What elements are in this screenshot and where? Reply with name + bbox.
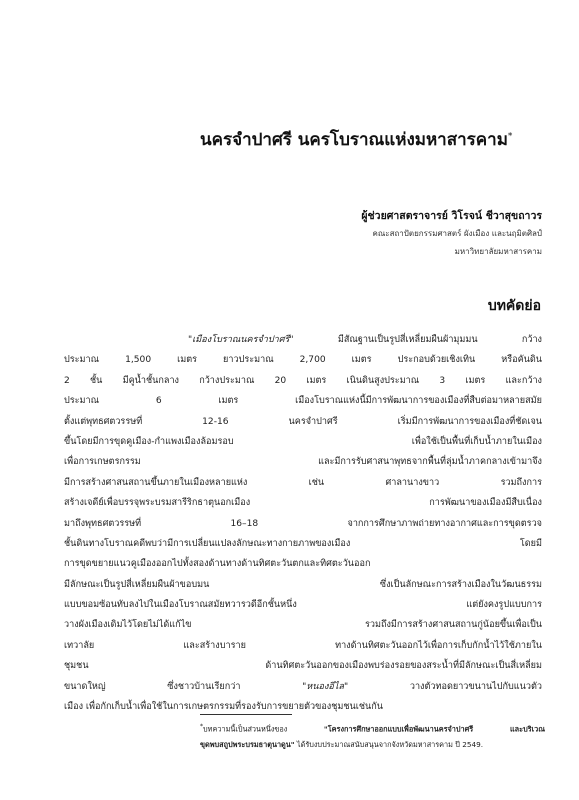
footnote [200, 719, 545, 753]
abstract-text: ขึ้นโดยมีการขุดคูเมือง-กำแพงเมืองล้อมรอบ เพื่อใช้เป็นพื้นที่เก็บน้ำภายในเมือง [64, 436, 542, 447]
footnote-mark: * [200, 723, 204, 730]
author-name: ผู้ช่วยศาสตราจารย์ วิโรจน์ ชีวาสุขถาวร [361, 210, 542, 222]
abstract-text: ชุมชน ด้านทิศตะวันออกของเมืองพบร่องรอยของสระน้ำที่มีลักษณะเป็นสี่เหลี่ยม [64, 661, 542, 672]
abstract-line [64, 350, 542, 370]
abstract-line [64, 554, 542, 574]
abstract-line [64, 534, 542, 554]
abstract-emphasis: "หนองอีไล" [302, 681, 349, 692]
abstract-line [64, 371, 542, 391]
abstract-text: มีการสร้างศาสนสถานขึ้นภายในเมืองหลายแห่ง เช่น ศาลานางขาว รวมถึงการ [64, 477, 542, 488]
title-text: นครจำปาศรี นครโบราณแห่งมหาสารคาม [200, 130, 508, 150]
abstract-line [64, 677, 542, 697]
abstract-text: ประมาณ 6 เมตร เมืองโบราณแห่งนี้มีการพัฒนาการของเมืองที่สืบต่อมาหลายสมัย [64, 396, 542, 407]
abstract-emphasis: "เมืองโบราณนครจำปาศรี" [188, 335, 294, 345]
abstract-line [64, 473, 542, 493]
abstract-line [64, 615, 542, 635]
abstract-text: 2 ชั้น มีคูน้ำชั้นกลาง กว้างประมาณ 20 เมตร เนินดินสูงประมาณ 3 เมตร และกว้าง [64, 375, 542, 386]
abstract-text: เทวาลัย และสร้างบาราย ทางด้านทิศตะวันออกไว้เพื่อการเก็บกักน้ำไว้ใช้ภายใน [64, 640, 542, 651]
title-footnote-mark: * [507, 131, 513, 142]
abstract-line [64, 595, 542, 615]
paper-title [200, 126, 560, 153]
abstract-line [64, 452, 542, 472]
abstract-text: มีลักษณะเป็นรูปสี่เหลี่ยมผืนผ้าขอบมน ซึ่งเป็นลักษณะการสร้างเมืองในวัฒนธรรม [64, 579, 542, 590]
abstract-text: สร้างเจดีย์เพื่อบรรจุพระบรมสารีริกธาตุนอกเมือง การพัฒนาของเมืองมีสืบเนื่อง [64, 498, 542, 509]
abstract-line [64, 656, 542, 676]
abstract-line [64, 330, 542, 350]
abstract-text: การขุดขยายแนวคูเมืองออกไปทั้งสองด้านทางด้านทิศตะวันตกและทิศตะวันออก [64, 559, 371, 570]
abstract-line [64, 412, 542, 432]
abstract-line [64, 493, 542, 513]
footnote-separator [200, 714, 292, 715]
author-block [361, 207, 542, 261]
abstract-text: ชั้นดินทางโบราณคดีพบว่ามีการเปลี่ยนแปลงลักษณะทางกายภาพของเมือง โดยมี [64, 538, 542, 549]
abstract-line [64, 697, 542, 717]
abstract-text: ขนาดใหญ่ ซึ่งชาวบ้านเรียกว่า [64, 681, 303, 692]
abstract-line [64, 391, 542, 411]
abstract-text: วางตัวทอดยาวขนานไปกับแนวตัว [348, 681, 542, 692]
abstract-text: มีสัณฐานเป็นรูปสี่เหลี่ยมผืนผ้ามุมมน กว้าง [293, 335, 542, 345]
abstract-text: ประมาณ 1,500 เมตร ยาวประมาณ 2,700 เมตร ประกอบด้วยเชิงเทิน หรือคันดิน [64, 355, 542, 366]
abstract-line [64, 514, 542, 534]
abstract-heading: บทคัดย่อ [487, 298, 541, 314]
abstract-text: เมือง เพื่อกักเก็บน้ำเพื่อใช้ในการเกษตรกรรมที่รองรับการขยายตัวของชุมชนเช่นกัน [64, 702, 383, 713]
abstract-line [64, 575, 542, 595]
abstract-body [64, 330, 542, 717]
abstract-text: มาถึงพุทธศตวรรษที่ 16–18 จากการศึกษาภาพถ่ายทางอากาศและการขุดตรวจ [64, 518, 542, 529]
footnote-line-1 [200, 719, 545, 737]
abstract-line [64, 636, 542, 656]
author-affiliation-university: มหาวิทยาลัยมหาสารคาม [454, 247, 542, 256]
footnote-project-title-2: ขุดพบสถูปพระบรมธาตุนาดูน" [200, 740, 295, 750]
abstract-text: เพื่อการเกษตรกรรม และมีการรับศาสนาพุทธจากพื้นที่ลุ่มน้ำภาคกลางเข้ามาจึง [64, 457, 542, 468]
abstract-line [64, 432, 542, 452]
footnote-line-2 [200, 737, 545, 753]
abstract-text: ตั้งแต่พุทธศตวรรษที่ 12-16 นครจำปาศรี เริ่มมีการพัฒนาการของเมืองที่ชัดเจน [64, 416, 542, 427]
abstract-text: วางผังเมืองเดิมไว้โดยไม่ได้แก้ไข รวมถึงมีการสร้างศาสนสถานกู่น้อยขึ้นเพื่อเป็น [64, 620, 542, 631]
footnote-text-2: ได้รับงบประมาณสนับสนุนจากจังหวัดมหาสารคาม ปี 2549. [294, 740, 484, 750]
footnote-text-1: บทความนี้เป็นส่วนหนึ่งของ [203, 724, 324, 734]
footnote-project-title-1: "โครงการศึกษาออกแบบเพื่อพัฒนานครจำปาศรี และบริเวณ [323, 724, 545, 734]
abstract-text: แบบขอมซ้อนทับลงไปในเมืองโบราณสมัยทวารวดีอีกชั้นหนึ่ง แต่ยังคงรูปแบบการ [64, 600, 542, 611]
author-affiliation-faculty: คณะสถาปัตยกรรมศาสตร์ ผังเมือง และนฤมิตศิลป์ [372, 229, 542, 238]
